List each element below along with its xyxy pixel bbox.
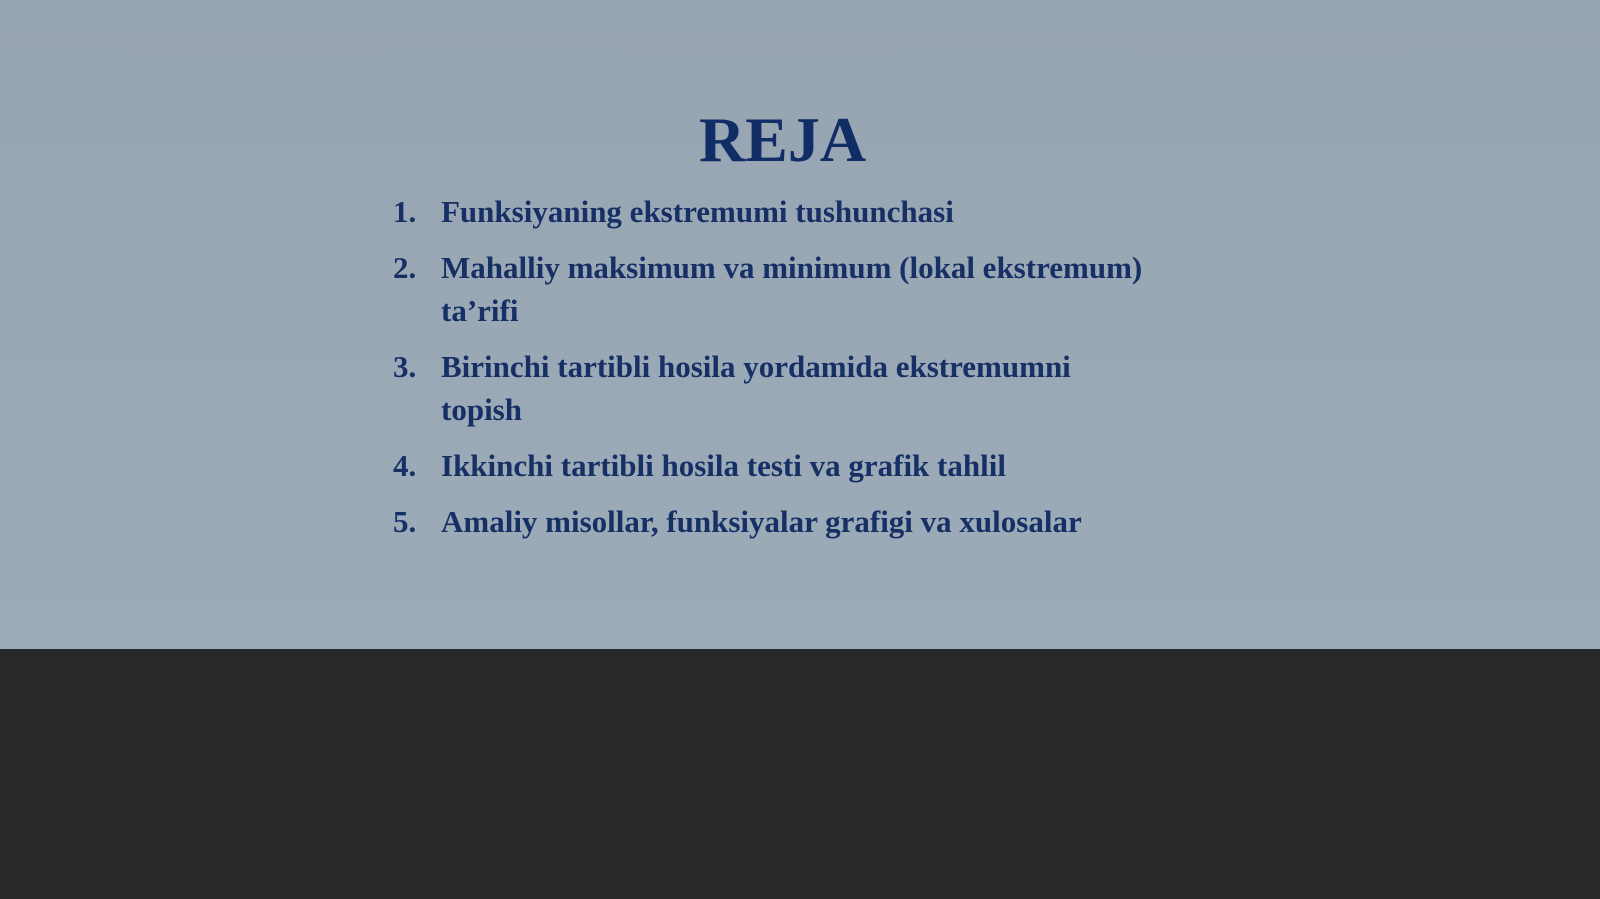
list-item (393, 345, 1153, 431)
list-item-number: 4. (393, 448, 417, 483)
list-item-text: Ikkinchi tartibli hosila testi va grafik tahlil (441, 448, 1006, 483)
dark-bottom-band (0, 649, 1600, 899)
list-item-text: Amaliy misollar, funksiyalar grafigi va xulosalar (441, 504, 1082, 539)
list-item-text: Birinchi tartibli hosila yordamida ekstremumni topish (441, 349, 1071, 427)
list-item-number: 2. (393, 250, 417, 285)
list-item-text: Mahalliy maksimum va minimum (lokal ekstremum) ta’rifi (441, 250, 1143, 328)
list-item-number: 1. (393, 194, 417, 229)
list-item (393, 190, 1153, 233)
list-item-number: 3. (393, 349, 417, 384)
list-item (393, 246, 1153, 332)
list-item (393, 444, 1153, 487)
slide-title: REJA (698, 104, 867, 175)
list-item-number: 5. (393, 504, 417, 539)
plan-list (393, 190, 1153, 556)
list-item-text: Funksiyaning ekstremumi tushunchasi (441, 194, 954, 229)
list-item (393, 500, 1153, 543)
